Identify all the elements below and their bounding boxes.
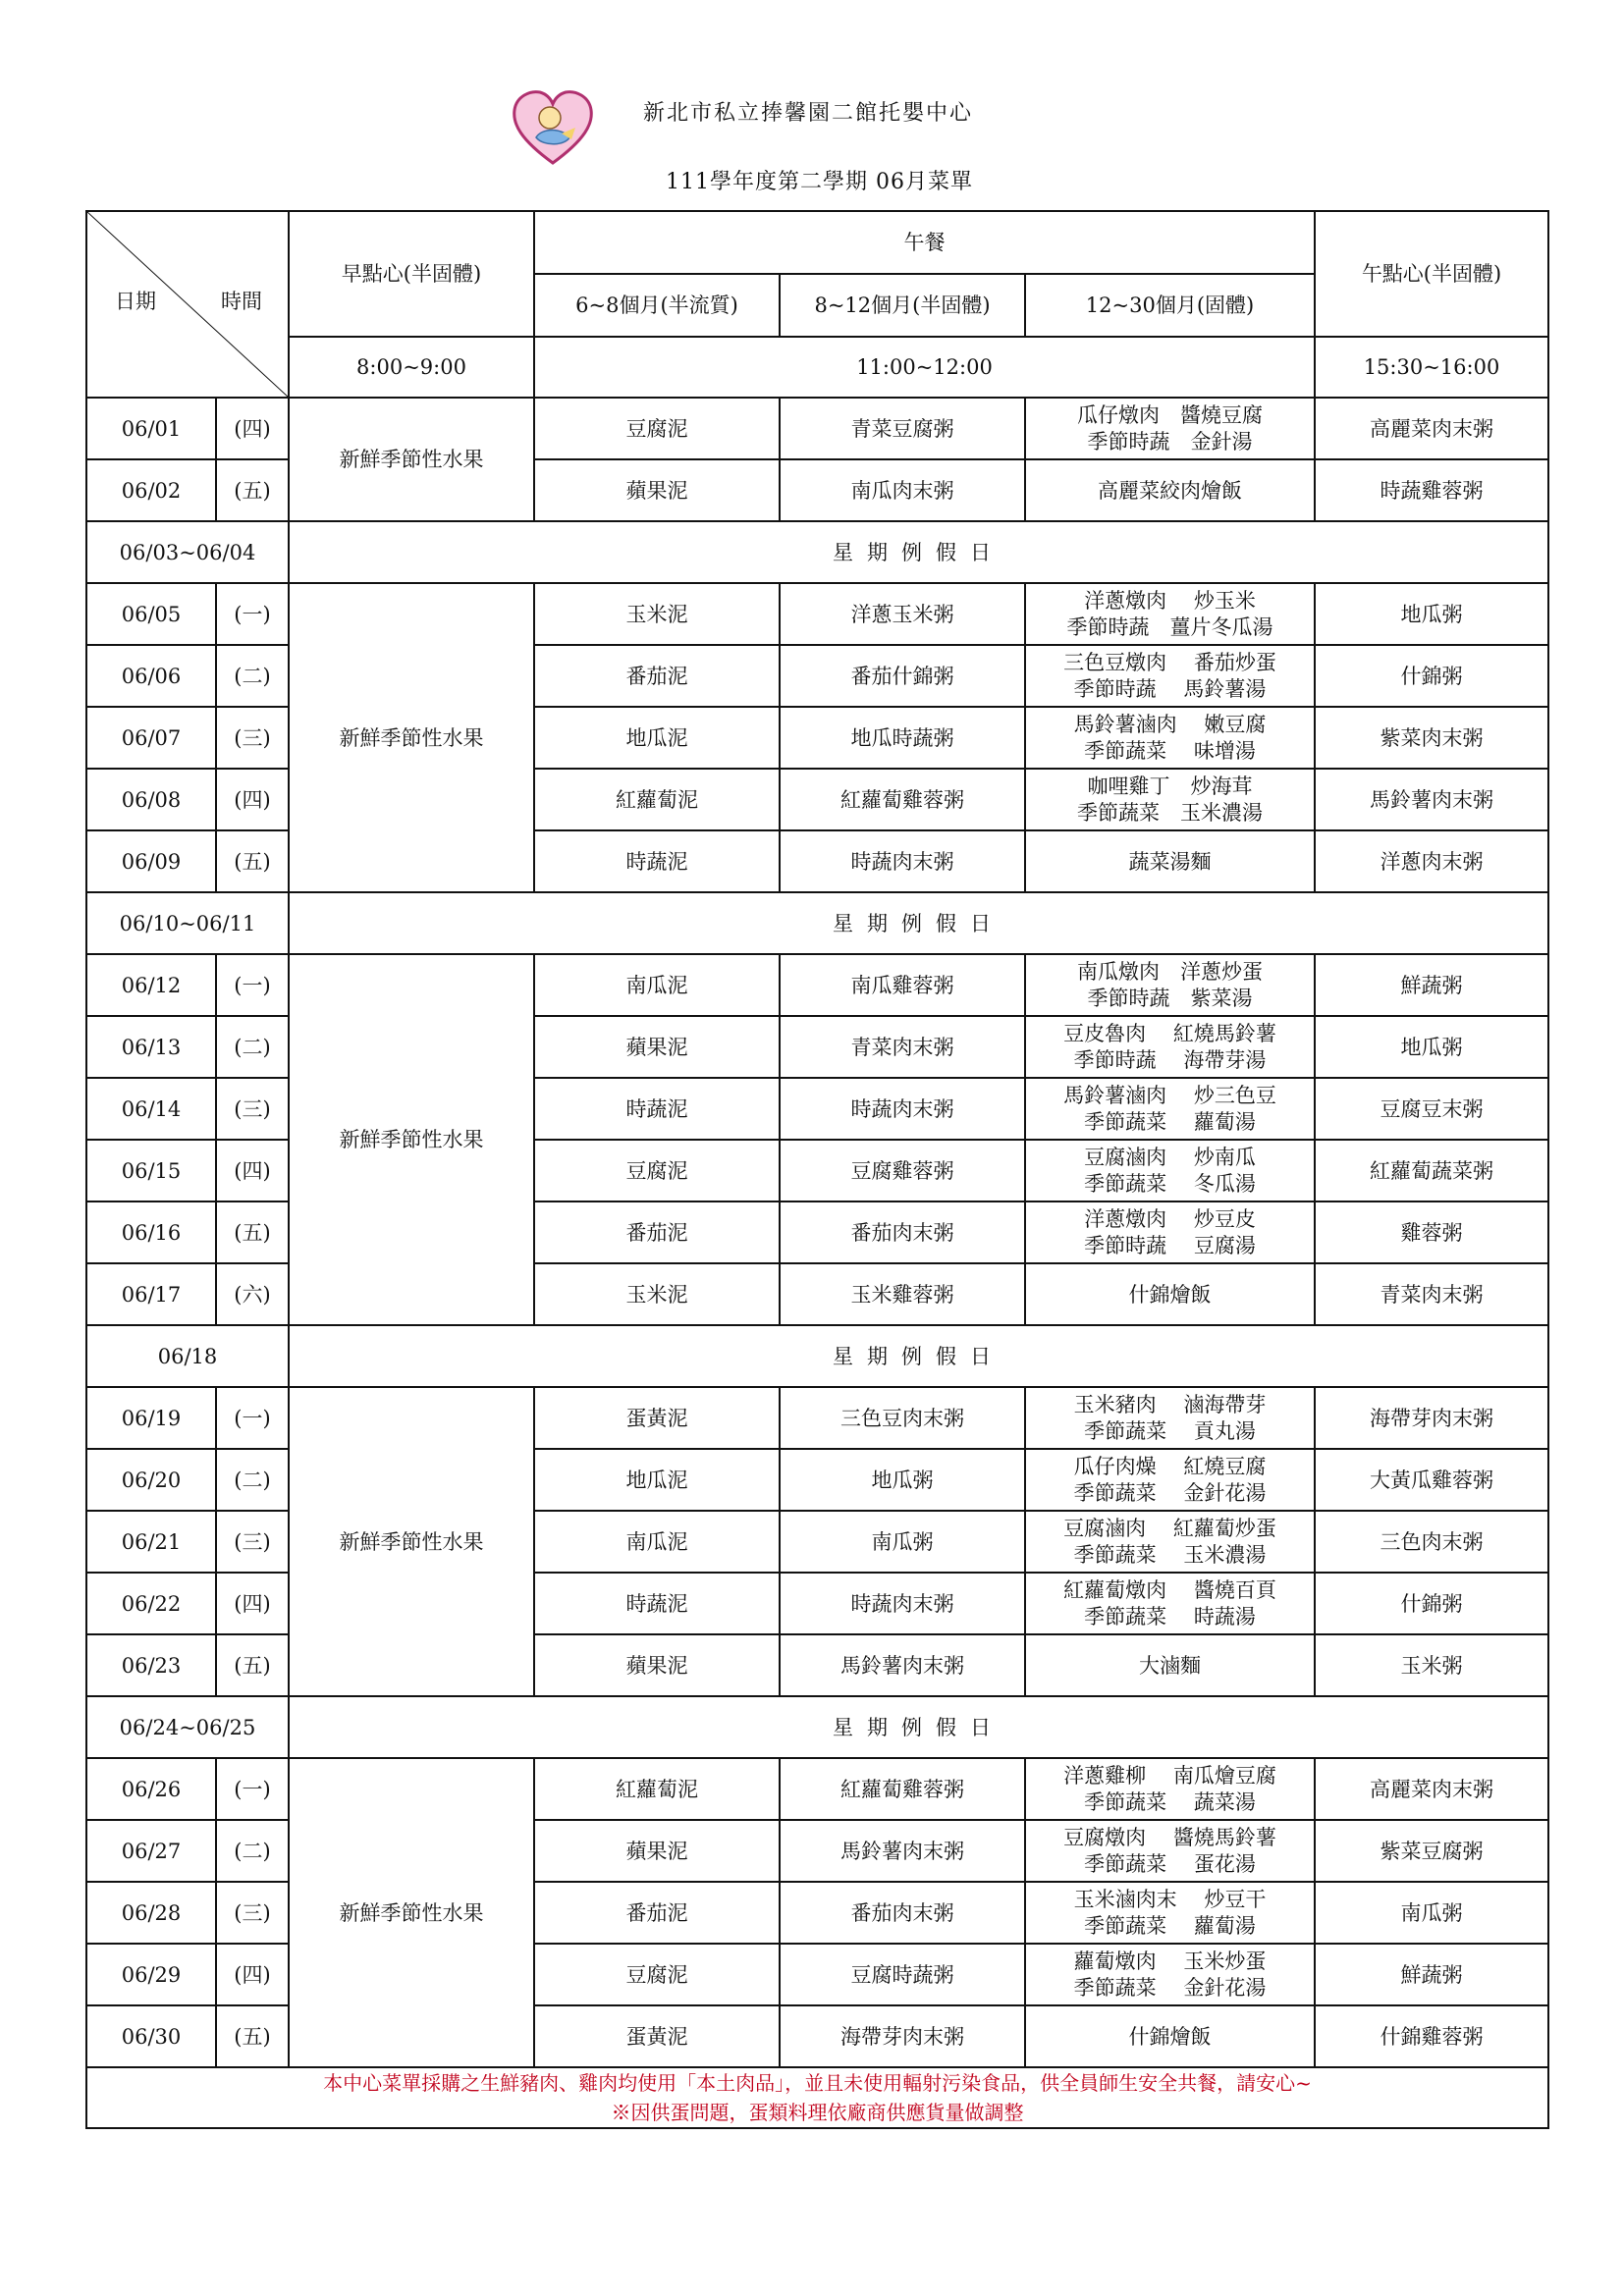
lunch-6-8-cell: 時蔬泥: [534, 1078, 780, 1140]
lunch-12-30-cell: [1025, 1201, 1315, 1263]
menu-row: [86, 1758, 1548, 1820]
menu-subtitle: 111學年度第二學期 06月菜單: [666, 170, 973, 194]
lunch-dish-line: 蔬菜湯麵: [1128, 849, 1212, 874]
row-weekday: (二): [216, 1449, 289, 1511]
snack-cell: 高麗菜肉末粥: [1315, 398, 1548, 459]
lunch-12-30-cell: [1025, 707, 1315, 769]
breakfast-time: 8:00~9:00: [289, 337, 534, 398]
lunch-dish-line: 季節蔬菜 時蔬湯: [1084, 1604, 1256, 1629]
lunch-12-30-cell: [1025, 1511, 1315, 1573]
row-weekday: (一): [216, 583, 289, 645]
lunch-dish-line: 玉米豬肉 滷海帶芽: [1073, 1392, 1267, 1416]
lunch-8-12-cell: 時蔬肉末粥: [780, 1078, 1025, 1140]
snack-cell: 什錦粥: [1315, 645, 1548, 707]
holiday-row: [86, 892, 1548, 954]
lunch-dish-line: 紅蘿蔔燉肉 醬燒百頁: [1063, 1577, 1276, 1602]
lunch-dish-line: 什錦燴飯: [1128, 2024, 1212, 2049]
row-weekday: (一): [216, 1758, 289, 1820]
holiday-date: 06/10~06/11: [86, 892, 289, 954]
menu-row: [86, 954, 1548, 1016]
snack-cell: 海帶芽肉末粥: [1315, 1387, 1548, 1449]
lunch-dish-line: 瓜仔燉肉 醬燒豆腐: [1077, 402, 1263, 427]
lunch-8-12-cell: 地瓜時蔬粥: [780, 707, 1025, 769]
breakfast-cell: 新鮮季節性水果: [289, 1758, 534, 2067]
snack-cell: 地瓜粥: [1315, 1016, 1548, 1078]
breakfast-header: 早點心(半固體): [289, 211, 534, 337]
lunch-dish-line: 季節時蔬 薑片冬瓜湯: [1066, 614, 1273, 639]
snack-cell: 三色肉末粥: [1315, 1511, 1548, 1573]
holiday-row: [86, 1325, 1548, 1387]
breakfast-cell: 新鮮季節性水果: [289, 954, 534, 1325]
center-name: 新北市私立捧馨園二館托嬰中心: [643, 101, 974, 126]
lunch-dish-line: 什錦燴飯: [1128, 1282, 1212, 1307]
row-date: 06/20: [86, 1449, 216, 1511]
lunch-dish-line: 大滷麵: [1139, 1653, 1201, 1678]
row-weekday: (五): [216, 2005, 289, 2067]
lunch-8-12-cell: 地瓜粥: [780, 1449, 1025, 1511]
snack-cell: 地瓜粥: [1315, 583, 1548, 645]
lunch-12-30-cell: [1025, 1387, 1315, 1449]
holiday-date: 06/24~06/25: [86, 1696, 289, 1758]
lunch-6-8-cell: 番茄泥: [534, 1882, 780, 1944]
lunch-8-12-cell: 青菜豆腐粥: [780, 398, 1025, 459]
lunch-dish-line: 洋蔥燉肉 炒豆皮: [1084, 1206, 1256, 1231]
row-weekday: (三): [216, 1078, 289, 1140]
lunch-12-30-cell: [1025, 1016, 1315, 1078]
lunch-6-8-cell: 時蔬泥: [534, 1573, 780, 1634]
row-date: 06/19: [86, 1387, 216, 1449]
row-date: 06/16: [86, 1201, 216, 1263]
row-date: 06/30: [86, 2005, 216, 2067]
lunch-8-12-cell: 南瓜雞蓉粥: [780, 954, 1025, 1016]
snack-cell: 時蔬雞蓉粥: [1315, 459, 1548, 521]
lunch-6-8-cell: 南瓜泥: [534, 954, 780, 1016]
lunch-8-12-cell: 豆腐時蔬粥: [780, 1944, 1025, 2005]
holiday-row: [86, 521, 1548, 583]
lunch-dish-line: 洋蔥雞柳 南瓜燴豆腐: [1063, 1763, 1276, 1788]
row-date: 06/21: [86, 1511, 216, 1573]
holiday-label: 星期例假日: [289, 521, 1548, 583]
row-weekday: (三): [216, 1511, 289, 1573]
lunch-6-8-header: 6~8個月(半流質): [534, 274, 780, 337]
snack-cell: 高麗菜肉末粥: [1315, 1758, 1548, 1820]
lunch-8-12-cell: 時蔬肉末粥: [780, 1573, 1025, 1634]
lunch-dish-line: 季節蔬菜 蘿蔔湯: [1084, 1109, 1256, 1134]
lunch-6-8-cell: 蘋果泥: [534, 1634, 780, 1696]
lunch-dish-line: 南瓜燉肉 洋蔥炒蛋: [1077, 959, 1263, 984]
lunch-6-8-cell: 玉米泥: [534, 1263, 780, 1325]
lunch-dish-line: 蘿蔔燉肉 玉米炒蛋: [1073, 1949, 1267, 1973]
lunch-dish-line: 高麗菜絞肉燴飯: [1098, 478, 1242, 503]
snack-cell: 馬鈴薯肉末粥: [1315, 769, 1548, 830]
snack-cell: 什錦雞蓉粥: [1315, 2005, 1548, 2067]
lunch-dish-line: 季節蔬菜 金針花湯: [1073, 1975, 1267, 2000]
menu-row: [86, 1387, 1548, 1449]
lunch-8-12-cell: 時蔬肉末粥: [780, 830, 1025, 892]
lunch-8-12-cell: 洋蔥玉米粥: [780, 583, 1025, 645]
lunch-12-30-cell: [1025, 398, 1315, 459]
lunch-dish-line: 豆腐燉肉 醬燒馬鈴薯: [1063, 1825, 1276, 1849]
snack-cell: 洋蔥肉末粥: [1315, 830, 1548, 892]
lunch-6-8-cell: 紅蘿蔔泥: [534, 769, 780, 830]
row-date: 06/28: [86, 1882, 216, 1944]
row-weekday: (一): [216, 1387, 289, 1449]
lunch-8-12-cell: 番茄什錦粥: [780, 645, 1025, 707]
row-date: 06/09: [86, 830, 216, 892]
row-weekday: (四): [216, 1573, 289, 1634]
lunch-8-12-cell: 馬鈴薯肉末粥: [780, 1634, 1025, 1696]
holiday-label: 星期例假日: [289, 1696, 1548, 1758]
holiday-label: 星期例假日: [289, 892, 1548, 954]
lunch-6-8-cell: 蘋果泥: [534, 1016, 780, 1078]
row-weekday: (五): [216, 1201, 289, 1263]
lunch-6-8-cell: 番茄泥: [534, 1201, 780, 1263]
snack-cell: 大黃瓜雞蓉粥: [1315, 1449, 1548, 1511]
lunch-6-8-cell: 蘋果泥: [534, 459, 780, 521]
row-date: 06/02: [86, 459, 216, 521]
row-weekday: (三): [216, 707, 289, 769]
lunch-6-8-cell: 番茄泥: [534, 645, 780, 707]
holiday-date: 06/03~06/04: [86, 521, 289, 583]
row-date: 06/01: [86, 398, 216, 459]
row-date: 06/26: [86, 1758, 216, 1820]
lunch-12-30-header: 12~30個月(固體): [1025, 274, 1315, 337]
lunch-12-30-cell: [1025, 1449, 1315, 1511]
breakfast-cell: 新鮮季節性水果: [289, 398, 534, 521]
lunch-dish-line: 季節蔬菜 味增湯: [1084, 738, 1256, 763]
snack-header: 午點心(半固體): [1315, 211, 1548, 337]
row-weekday: (四): [216, 769, 289, 830]
row-date: 06/07: [86, 707, 216, 769]
date-header-label: 日期: [115, 290, 156, 313]
row-weekday: (二): [216, 1820, 289, 1882]
lunch-8-12-header: 8~12個月(半固體): [780, 274, 1025, 337]
snack-cell: 鮮蔬粥: [1315, 1944, 1548, 2005]
date-time-header: [86, 211, 289, 398]
snack-cell: 玉米粥: [1315, 1634, 1548, 1696]
lunch-8-12-cell: 紅蘿蔔雞蓉粥: [780, 769, 1025, 830]
lunch-8-12-cell: 番茄肉末粥: [780, 1882, 1025, 1944]
row-weekday: (二): [216, 1016, 289, 1078]
lunch-8-12-cell: 豆腐雞蓉粥: [780, 1140, 1025, 1201]
lunch-6-8-cell: 蘋果泥: [534, 1820, 780, 1882]
snack-time: 15:30~16:00: [1315, 337, 1548, 398]
lunch-dish-line: 三色豆燉肉 番茄炒蛋: [1063, 650, 1276, 674]
lunch-12-30-cell: [1025, 954, 1315, 1016]
lunch-dish-line: 瓜仔肉燥 紅燒豆腐: [1073, 1454, 1267, 1478]
row-weekday: (四): [216, 1140, 289, 1201]
heart-logo-icon: [511, 88, 595, 167]
lunch-8-12-cell: 紅蘿蔔雞蓉粥: [780, 1758, 1025, 1820]
time-header-label: 時間: [221, 290, 262, 313]
lunch-6-8-cell: 蛋黃泥: [534, 1387, 780, 1449]
lunch-dish-line: 季節蔬菜 蘿蔔湯: [1084, 1913, 1256, 1938]
row-date: 06/27: [86, 1820, 216, 1882]
footer-row: [86, 2067, 1548, 2128]
lunch-12-30-cell: [1025, 1882, 1315, 1944]
lunch-dish-line: 馬鈴薯滷肉 嫩豆腐: [1073, 712, 1267, 736]
lunch-12-30-cell: [1025, 1140, 1315, 1201]
lunch-12-30-cell: [1025, 459, 1315, 521]
lunch-12-30-cell: [1025, 1263, 1315, 1325]
snack-cell: 鮮蔬粥: [1315, 954, 1548, 1016]
lunch-dish-line: 季節時蔬 豆腐湯: [1084, 1233, 1256, 1257]
row-weekday: (六): [216, 1263, 289, 1325]
lunch-dish-line: 季節時蔬 海帶芽湯: [1073, 1047, 1267, 1072]
page-header: [0, 0, 1624, 206]
lunch-6-8-cell: 紅蘿蔔泥: [534, 1758, 780, 1820]
lunch-8-12-cell: 南瓜肉末粥: [780, 459, 1025, 521]
lunch-dish-line: 季節時蔬 紫菜湯: [1087, 986, 1253, 1010]
lunch-12-30-cell: [1025, 645, 1315, 707]
menu-row: [86, 398, 1548, 459]
snack-cell: 紫菜肉末粥: [1315, 707, 1548, 769]
row-weekday: (一): [216, 954, 289, 1016]
row-date: 06/22: [86, 1573, 216, 1634]
row-date: 06/12: [86, 954, 216, 1016]
lunch-12-30-cell: [1025, 2005, 1315, 2067]
row-date: 06/05: [86, 583, 216, 645]
lunch-header: 午餐: [534, 211, 1315, 274]
snack-cell: 豆腐豆末粥: [1315, 1078, 1548, 1140]
lunch-6-8-cell: 地瓜泥: [534, 1449, 780, 1511]
lunch-dish-line: 季節蔬菜 蔬菜湯: [1084, 1789, 1256, 1814]
lunch-12-30-cell: [1025, 830, 1315, 892]
row-date: 06/06: [86, 645, 216, 707]
row-date: 06/14: [86, 1078, 216, 1140]
lunch-dish-line: 洋蔥燉肉 炒玉米: [1084, 588, 1256, 613]
lunch-dish-line: 豆腐滷肉 紅蘿蔔炒蛋: [1063, 1516, 1276, 1540]
lunch-12-30-cell: [1025, 769, 1315, 830]
lunch-12-30-cell: [1025, 1820, 1315, 1882]
row-weekday: (五): [216, 1634, 289, 1696]
lunch-12-30-cell: [1025, 1573, 1315, 1634]
lunch-dish-line: 季節蔬菜 貢丸湯: [1084, 1418, 1256, 1443]
lunch-12-30-cell: [1025, 583, 1315, 645]
row-date: 06/23: [86, 1634, 216, 1696]
lunch-dish-line: 豆腐滷肉 炒南瓜: [1084, 1145, 1256, 1169]
lunch-dish-line: 玉米滷肉末 炒豆干: [1073, 1887, 1267, 1911]
lunch-6-8-cell: 蛋黃泥: [534, 2005, 780, 2067]
lunch-dish-line: 豆皮魯肉 紅燒馬鈴薯: [1063, 1021, 1276, 1045]
row-date: 06/17: [86, 1263, 216, 1325]
row-date: 06/13: [86, 1016, 216, 1078]
menu-table: [85, 210, 1549, 2129]
lunch-dish-line: 馬鈴薯滷肉 炒三色豆: [1063, 1083, 1276, 1107]
lunch-8-12-cell: 三色豆肉末粥: [780, 1387, 1025, 1449]
lunch-6-8-cell: 玉米泥: [534, 583, 780, 645]
lunch-8-12-cell: 馬鈴薯肉末粥: [780, 1820, 1025, 1882]
row-weekday: (四): [216, 398, 289, 459]
row-weekday: (三): [216, 1882, 289, 1944]
lunch-8-12-cell: 玉米雞蓉粥: [780, 1263, 1025, 1325]
lunch-12-30-cell: [1025, 1078, 1315, 1140]
row-weekday: (四): [216, 1944, 289, 2005]
footer-note-line2: ※因供蛋問題，蛋類料理依廠商供應貨量做調整: [611, 2101, 1024, 2124]
lunch-6-8-cell: 時蔬泥: [534, 830, 780, 892]
lunch-dish-line: 季節蔬菜 蛋花湯: [1084, 1851, 1256, 1876]
snack-cell: 雞蓉粥: [1315, 1201, 1548, 1263]
holiday-row: [86, 1696, 1548, 1758]
lunch-dish-line: 季節蔬菜 玉米濃湯: [1077, 800, 1263, 825]
row-weekday: (五): [216, 830, 289, 892]
lunch-6-8-cell: 地瓜泥: [534, 707, 780, 769]
lunch-8-12-cell: 番茄肉末粥: [780, 1201, 1025, 1263]
lunch-dish-line: 咖哩雞丁 炒海茸: [1087, 774, 1253, 798]
row-date: 06/15: [86, 1140, 216, 1201]
holiday-label: 星期例假日: [289, 1325, 1548, 1387]
lunch-8-12-cell: 青菜肉末粥: [780, 1016, 1025, 1078]
lunch-dish-line: 季節蔬菜 金針花湯: [1073, 1480, 1267, 1505]
row-weekday: (二): [216, 645, 289, 707]
snack-cell: 紅蘿蔔蔬菜粥: [1315, 1140, 1548, 1201]
lunch-12-30-cell: [1025, 1758, 1315, 1820]
lunch-dish-line: 季節蔬菜 玉米濃湯: [1073, 1542, 1267, 1567]
breakfast-cell: 新鮮季節性水果: [289, 1387, 534, 1696]
lunch-dish-line: 季節時蔬 馬鈴薯湯: [1073, 676, 1267, 701]
holiday-date: 06/18: [86, 1325, 289, 1387]
lunch-6-8-cell: 南瓜泥: [534, 1511, 780, 1573]
footer-notes: [86, 2067, 1548, 2128]
lunch-dish-line: 季節蔬菜 冬瓜湯: [1084, 1171, 1256, 1196]
breakfast-cell: 新鮮季節性水果: [289, 583, 534, 892]
lunch-6-8-cell: 豆腐泥: [534, 1140, 780, 1201]
snack-cell: 紫菜豆腐粥: [1315, 1820, 1548, 1882]
lunch-time: 11:00~12:00: [534, 337, 1315, 398]
footer-note-line1: 本中心菜單採購之生鮮豬肉、雞肉均使用「本土肉品」，並且未使用輻射污染食品，供全員師生安全共餐，請安心~: [323, 2071, 1312, 2095]
row-date: 06/08: [86, 769, 216, 830]
snack-cell: 南瓜粥: [1315, 1882, 1548, 1944]
snack-cell: 什錦粥: [1315, 1573, 1548, 1634]
lunch-12-30-cell: [1025, 1634, 1315, 1696]
row-weekday: (五): [216, 459, 289, 521]
lunch-8-12-cell: 南瓜粥: [780, 1511, 1025, 1573]
lunch-8-12-cell: 海帶芽肉末粥: [780, 2005, 1025, 2067]
lunch-6-8-cell: 豆腐泥: [534, 398, 780, 459]
lunch-dish-line: 季節時蔬 金針湯: [1087, 429, 1253, 454]
lunch-6-8-cell: 豆腐泥: [534, 1944, 780, 2005]
snack-cell: 青菜肉末粥: [1315, 1263, 1548, 1325]
row-date: 06/29: [86, 1944, 216, 2005]
lunch-12-30-cell: [1025, 1944, 1315, 2005]
menu-row: [86, 583, 1548, 645]
